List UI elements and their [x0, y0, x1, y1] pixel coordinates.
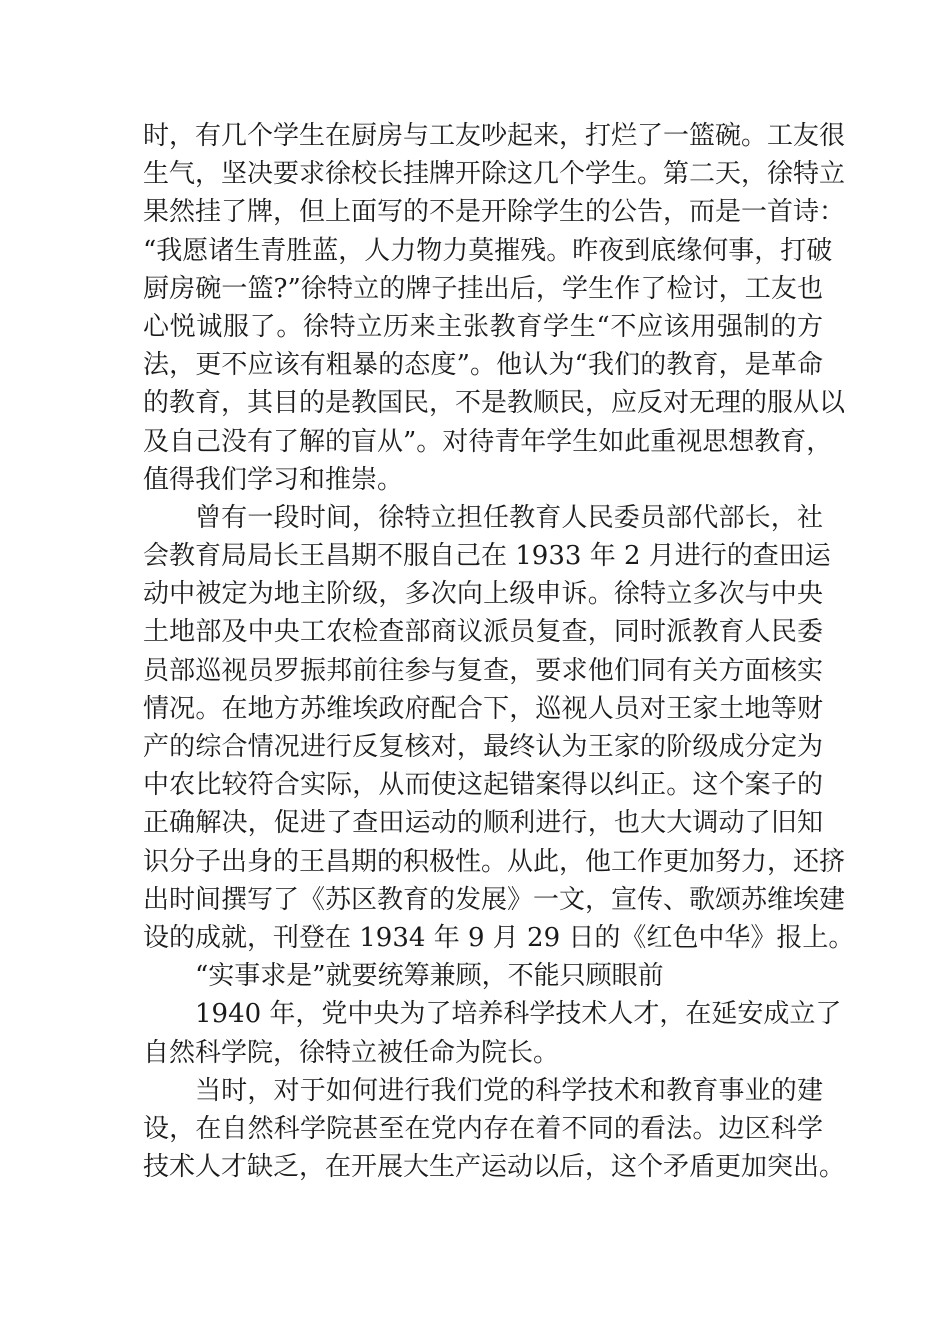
text-line: 生气，坚决要求徐校长挂牌开除这几个学生。第二天，徐特立 [143, 159, 846, 190]
text-line: 技术人才缺乏，在开展大生产运动以后，这个矛盾更加突出。 [143, 1152, 846, 1183]
document-page [143, 117, 855, 1186]
text-line: 正确解决，促进了查田运动的顺利进行，也大大调动了旧知 [143, 808, 823, 839]
text-line: 果然挂了牌，但上面写的不是开除学生的公告，而是一首诗： [143, 197, 846, 228]
text-line: 设的成就，刊登在 1934 年 9 月 29 日的《红色中华》报上。 [143, 922, 855, 953]
text-line: 自然科学院，徐特立被任命为院长。 [143, 1037, 560, 1068]
paragraph-3 [143, 995, 842, 1071]
text-line: 心悦诚服了。徐特立历来主张教育学生“不应该用强制的方 [143, 311, 823, 342]
text-line: 动中被定为地主阶级，多次向上级申诉。徐特立多次与中央 [143, 579, 823, 610]
text-line: 时，有几个学生在厨房与工友吵起来，打烂了一篮碗。工友很 [143, 121, 846, 151]
text-line: 值得我们学习和推崇。 [143, 464, 404, 495]
text-line: “我愿诸生青胜蓝，人力物力莫摧残。昨夜到底缘何事，打破 [143, 235, 833, 266]
text-line: 及自己没有了解的盲从”。对待青年学生如此重视思想教育， [143, 426, 833, 457]
text-line: 设，在自然科学院甚至在党内存在着不同的看法。边区科学 [143, 1113, 823, 1144]
text-line: 当时，对于如何进行我们党的科学技术和教育事业的建 [195, 1075, 823, 1106]
text-line: 的教育，其目的是教国民，不是教顺民，应反对无理的服从以 [143, 388, 846, 419]
text-line: 产的综合情况进行反复核对，最终认为王家的阶级成分定为 [143, 732, 823, 762]
paragraph-4 [143, 1072, 846, 1187]
section-heading: “实事求是”就要统筹兼顾，不能只顾眼前 [195, 961, 664, 992]
text-line: 厨房碗一篮?”徐特立的牌子挂出后，学生作了检讨，工友也 [143, 273, 823, 304]
paragraph-2 [143, 499, 855, 957]
text-line: 法，更不应该有粗暴的态度”。他认为“我们的教育，是革命 [143, 350, 823, 381]
text-line: 土地部及中央工农检查部商议派员复查，同时派教育人民委 [143, 617, 823, 648]
text-line: 1940 年，党中央为了培养科学技术人才，在延安成立了 [195, 999, 842, 1030]
text-line: 曾有一段时间，徐特立担任教育人民委员部代部长，社 [195, 502, 823, 533]
paragraph-1 [143, 117, 846, 499]
text-line: 会教育局局长王昌期不服自己在 1933 年 2 月进行的查田运 [143, 541, 831, 572]
text-line: 识分子出身的王昌期的积极性。从此，他工作更加努力，还挤 [143, 846, 846, 877]
text-line: 情况。在地方苏维埃政府配合下，巡视人员对王家土地等财 [143, 693, 823, 724]
text-line: 员部巡视员罗振邦前往参与复查，要求他们同有关方面核实 [143, 655, 823, 686]
text-line: 中农比较符合实际，从而使这起错案得以纠正。这个案子的 [143, 770, 823, 801]
text-line: 出时间撰写了《苏区教育的发展》一文，宣传、歌颂苏维埃建 [143, 884, 846, 915]
